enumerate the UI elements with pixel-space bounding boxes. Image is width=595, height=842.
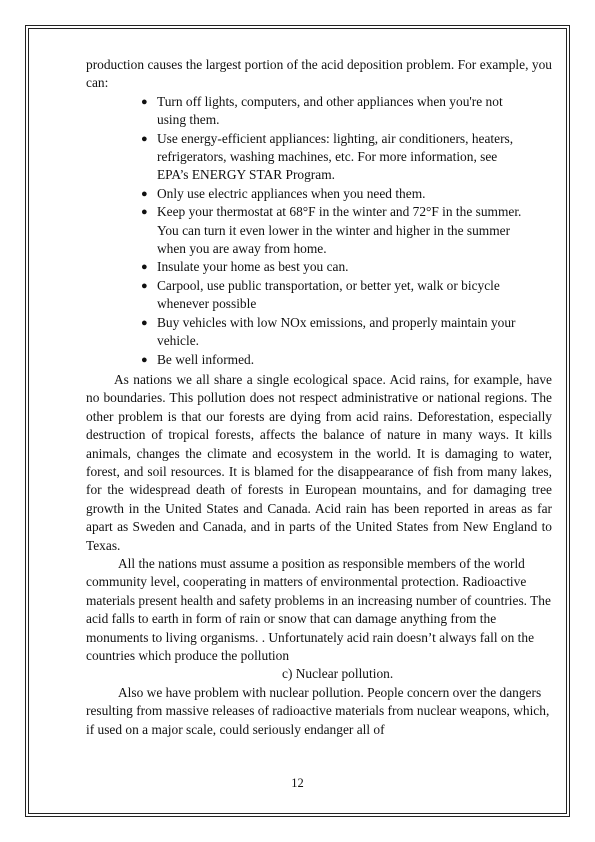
paragraph-nuclear-pollution: Also we have problem with nuclear pollution. People concern over the dangers resulting from massive releases of radioactive materials from nuclear weapons, which, if used on a major scale, could seriously endanger all of bbox=[86, 684, 550, 737]
bullet-icon: ● bbox=[141, 187, 148, 200]
paragraph-nations-responsibility: All the nations must assume a position as responsible members of the world community level, cooperating in matters of environmental protection. Radioactive materials present health and safety problems in an increasing number of countries. The acid falls to earth in form of rain or snow that can damage anything from the monuments to living organisms. . Unfortunately acid rain doesn’t always fall on the countries which produce the pollution bbox=[86, 555, 551, 663]
bullet-icon: ● bbox=[141, 279, 148, 292]
list-item: ● Buy vehicles with low NOx emissions, and properly maintain your vehicle. bbox=[141, 314, 516, 349]
bullet-icon: ● bbox=[141, 95, 148, 108]
page-content bbox=[86, 56, 552, 739]
list-item: ● Insulate your home as best you can. bbox=[157, 258, 552, 276]
recommendation-list bbox=[86, 93, 552, 369]
list-item: ● Carpool, use public transportation, or better yet, walk or bicycle whenever possible bbox=[141, 277, 500, 312]
list-item: ● Be well informed. bbox=[157, 351, 552, 369]
list-item: ● Use energy-efficient appliances: lighting, air conditioners, heaters, refrigerators, washing machines, etc. For more information, see EPA’s ENERGY STAR Program. bbox=[141, 130, 514, 183]
section-subheading: c) Nuclear pollution. bbox=[282, 666, 394, 682]
paragraph-ecological-space: As nations we all share a single ecological space. Acid rains, for example, have no boundaries. This pollution does not respect administrative or national regions. The other problem is that our forests are dying from acid rains. Deforestation, especially destruction of tropical forests, affects the balance of nature in many ways. It kills animals, changes the climate and ecosystem in the world. It is damaging to water, forest, and soil resources. It is blamed for the disappearance of fish from many lakes, for the widespread death of forests in European mountains, and for damaging tree growth in the United States and Canada. Acid rain has been reported in areas as far apart as Sweden and Canada, and in parts of the United States from New England to Texas. bbox=[86, 371, 552, 553]
list-item: ● Only use electric appliances when you need them. bbox=[157, 185, 552, 203]
page-number: 12 bbox=[291, 776, 304, 790]
bullet-icon: ● bbox=[141, 261, 148, 274]
list-item: ● Turn off lights, computers, and other appliances when you're not using them. bbox=[141, 93, 503, 128]
bullet-icon: ● bbox=[141, 316, 148, 329]
intro-text: production causes the largest portion of the acid deposition problem. For example, you can: bbox=[86, 57, 552, 91]
bullet-icon: ● bbox=[141, 206, 148, 219]
bullet-icon: ● bbox=[141, 353, 148, 366]
bullet-icon: ● bbox=[141, 132, 148, 145]
list-item: ● Keep your thermostat at 68°F in the winter and 72°F in the summer. You can turn it even lower in the winter and higher in the summer when you are away from home. bbox=[141, 204, 522, 257]
